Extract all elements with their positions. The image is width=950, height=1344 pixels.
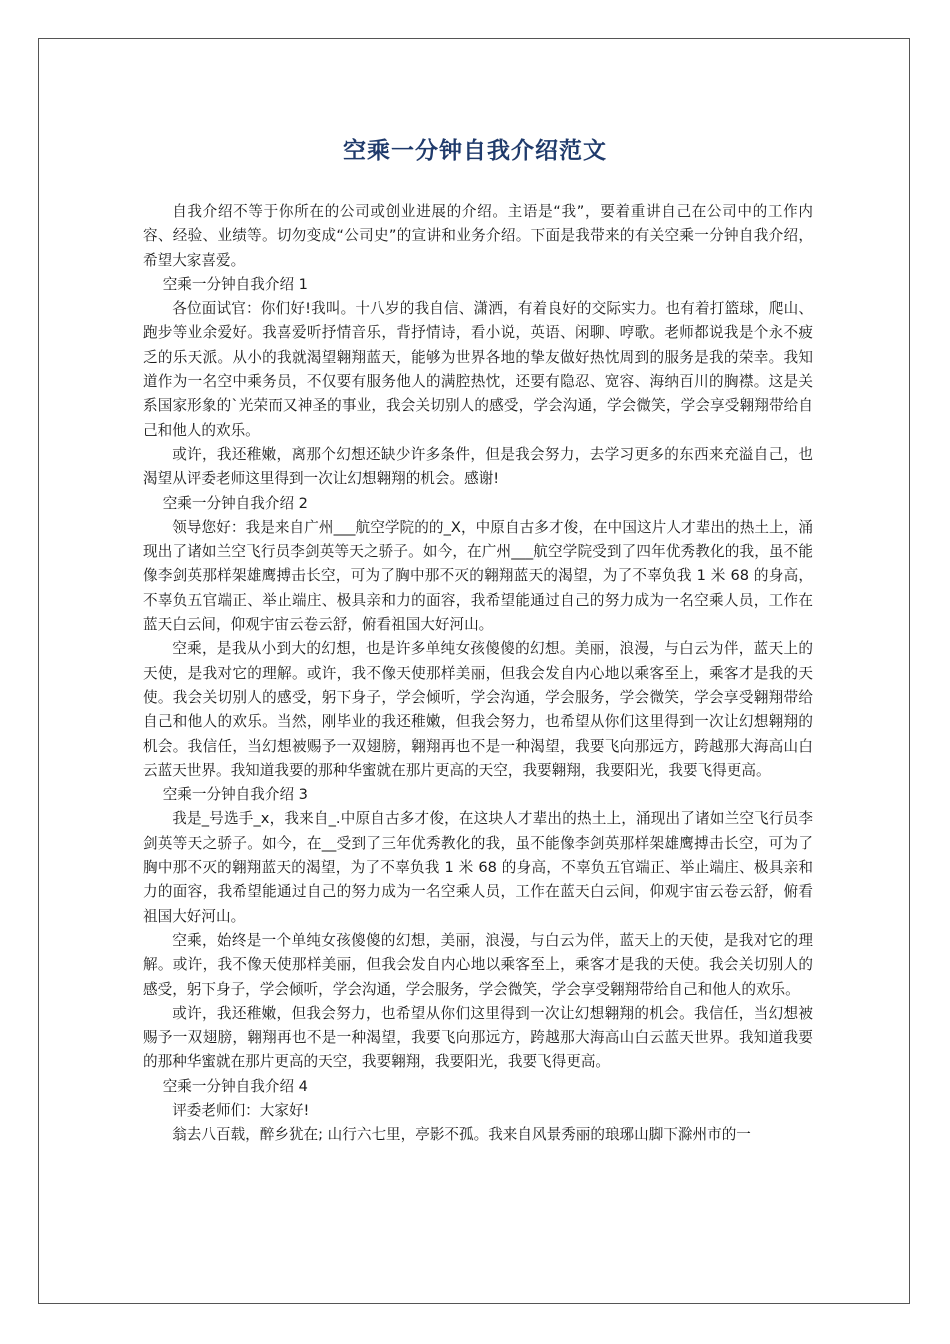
body-paragraph: 领导您好：我是来自广州___航空学院的的_X，中原自古多才俊，在中国这片人才辈出的热土上，涌现出了诸如兰空飞行员李剑英等天之骄子。如今，在广州___航空学院受到了四年优秀教化的我，虽不能像李剑英那样架雄鹰搏击长空，可为了胸中那不灭的翱翔蓝天的渴望，为了不辜负我 1 米 68 的身高，不辜负五官端正、举止端庄、极具亲和力的面容，我希望能通过自己的努力成为一名空乘人员，工作在蓝天白云间，仰观宇宙云卷云舒，俯看祖国大好河山。: [143, 518, 813, 634]
body-paragraph: 各位面试官：你们好!我叫。十八岁的我自信、潇洒，有着良好的交际实力。也有着打篮球，爬山、跑步等业余爱好。我喜爱听抒情音乐，背抒情诗，看小说，英语、闲聊、哼歌。老师都说我是个永不疲乏的乐天派。从小的我就渴望翱翔蓝天，能够为世界各地的挚友做好热忱周到的服务是我的荣幸。我知道作为一名空中乘务员，不仅要有服务他人的满腔热忱，还要有隐忍、宽容、海纳百川的胸襟。这是关系国家形象的`光荣而又神圣的事业，我会关切别人的感受，学会沟通，学会微笑，学会享受翱翔带给自己和他人的欢乐。: [143, 300, 813, 439]
body-paragraph: 或许，我还稚嫩，离那个幻想还缺少许多条件，但是我会努力，去学习更多的东西来充溢自己，也渴望从评委老师这里得到一次让幻想翱翔的机会。感谢!: [143, 445, 813, 488]
body-paragraph: 评委老师们：大家好!: [172, 1101, 310, 1119]
section-heading-2: 空乘一分钟自我介绍 2: [162, 494, 308, 512]
intro-paragraph: 自我介绍不等于你所在的公司或创业进展的介绍。主语是“我”，要着重讲自己在公司中的工作内容、经验、业绩等。切勿变成“公司史”的宣讲和业务介绍。下面是我带来的有关空乘一分钟自我介绍，希望大家喜爱。: [143, 203, 813, 269]
document-title: 空乘一分钟自我介绍范文: [343, 138, 607, 164]
body-paragraph: 空乘，始终是一个单纯女孩傻傻的幻想，美丽，浪漫，与白云为伴，蓝天上的天使，是我对它的理解。或许，我不像天使那样美丽，但我会发自内心地以乘客至上，乘客才是我的天使。我会关切别人的感受，躬下身子，学会倾听，学会沟通，学会服务，学会微笑，学会享受翱翔带给自己和他人的欢乐。: [143, 931, 813, 998]
document-body: [143, 200, 813, 1148]
body-paragraph: 空乘，是我从小到大的幻想，也是许多单纯女孩傻傻的幻想。美丽，浪漫，与白云为伴，蓝天上的天使，是我对它的理解。或许，我不像天使那样美丽，但我会发自内心地以乘客至上，乘客才是我的天使。我会关切别人的感受，躬下身子，学会倾听，学会沟通，学会服务，学会微笑，学会享受翱翔带给自己和他人的欢乐。当然，刚毕业的我还稚嫩，但我会努力，也希望从你们这里得到一次让幻想翱翔的机会。我信任，当幻想被赐予一双翅膀，翱翔再也不是一种渴望，我要飞向那远方，跨越那大海高山白云蓝天世界。我知道我要的那种华蜜就在那片更高的天空，我要翱翔，我要阳光，我要飞得更高。: [143, 640, 813, 779]
body-paragraph: 或许，我还稚嫩，但我会努力，也希望从你们这里得到一次让幻想翱翔的机会。我信任，当幻想被赐予一双翅膀，翱翔再也不是一种渴望，我要飞向那远方，跨越那大海高山白云蓝天世界。我知道我要的那种华蜜就在那片更高的天空，我要翱翔，我要阳光，我要飞得更高。: [143, 1004, 813, 1071]
body-paragraph: 翁去八百载，醉乡犹在; 山行六七里，亭影不孤。我来自风景秀丽的琅琊山脚下滁州市的一: [172, 1126, 751, 1144]
section-heading-1: 空乘一分钟自我介绍 1: [162, 275, 308, 293]
body-paragraph: 我是_号选手_x，我来自_.中原自古多才俊，在这块人才辈出的热土上，涌现出了诸如兰空飞行员李剑英等天之骄子。如今，在__受到了三年优秀教化的我，虽不能像李剑英那样架雄鹰搏击长空，可为了胸中那不灭的翱翔蓝天的渴望，为了不辜负我 1 米 68 的身高，不辜负五官端正、举止端庄、极具亲和力的面容，我希望能通过自己的努力成为一名空乘人员，工作在蓝天白云间，仰观宇宙云卷云舒，俯看祖国大好河山。: [143, 810, 813, 925]
section-heading-4: 空乘一分钟自我介绍 4: [162, 1077, 308, 1095]
section-heading-3: 空乘一分钟自我介绍 3: [162, 786, 308, 804]
